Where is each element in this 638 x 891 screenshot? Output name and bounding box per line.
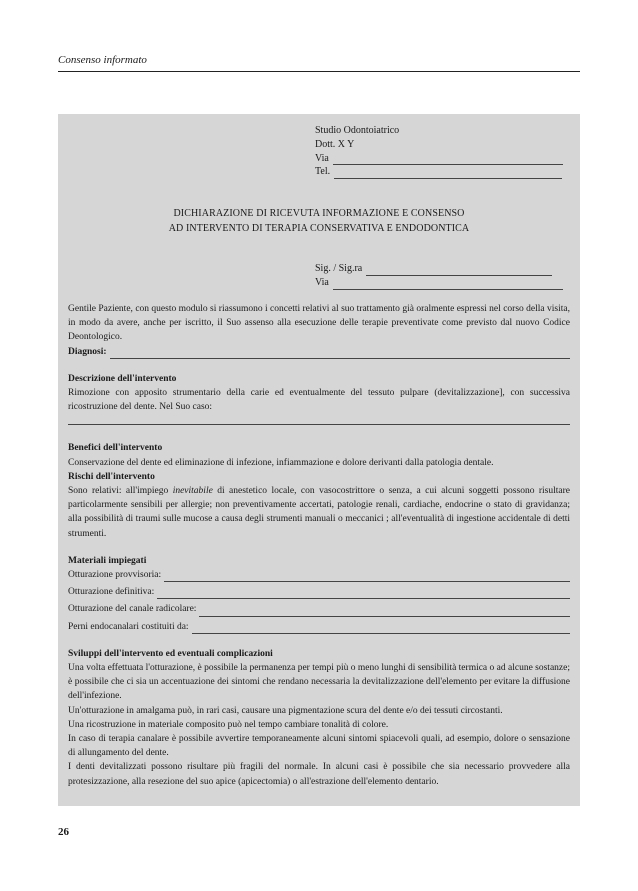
materials-heading: Materiali impiegati: [68, 555, 147, 566]
risks-heading: Rischi dell'intervento: [68, 471, 155, 482]
patient-name-label: Sig. / Sig.ra: [315, 263, 363, 274]
running-header: Consenso informato: [58, 54, 147, 66]
patient-via-row: [315, 276, 563, 290]
complications-paragraph: I denti devitalizzati possono risultare più fragili del normale. In alcuni casi è possibile che sia necessario provvedere alla protesizzazione, alla resezione del suo apice (apicectomia) o all'estrazione dell'elemento dentario.: [68, 762, 570, 787]
benefits-heading: Benefici dell'intervento: [68, 443, 163, 454]
patient-name-field[interactable]: [366, 267, 552, 276]
studio-via-label: Via: [315, 152, 329, 164]
complications-paragraph: Una volta effettuata l'otturazione, è possibile la permanenza per tempi più o meno lunghi di sensibilità termica o ad alcune sostanze; è possibile che ci sia un accentuazione dei sintomi che rendano necessaria la devitalizzazione dell'elemento per evitare la diffusione dell'infezione.: [68, 663, 570, 702]
studio-info: [315, 124, 563, 179]
material-field-definitive[interactable]: [157, 590, 570, 599]
declaration-line-2: AD INTERVENTO DI TERAPIA CONSERVATIVA E ENDODONTICA: [168, 223, 470, 234]
studio-doctor: Dott. X Y: [315, 138, 355, 150]
declaration-line-1: DICHIARAZIONE DI RICEVUTA INFORMAZIONE E CONSENSO: [173, 208, 465, 219]
diagnosis-label: Diagnosi:: [68, 346, 107, 357]
description-text: Rimozione con apposito strumentario della carie ed eventualmente del tessuto pulpare (devitalizzazione], con successiva ricostruzione del dente. Nel Suo caso:: [68, 388, 570, 413]
risks-text-start: Sono relativi: all'impiego: [68, 486, 173, 497]
patient-name-row: [315, 262, 563, 276]
consent-form-panel: [58, 114, 580, 806]
complications-paragraph: Una ricostruzione in materiale composito può nel tempo cambiare tonalità di colore.: [68, 719, 389, 730]
benefits-text: Conservazione del dente ed eliminazione di infezione, infiammazione e dolore derivanti dalla patologia dentale.: [68, 457, 494, 468]
description-field[interactable]: [68, 416, 570, 425]
studio-tel-row: [315, 165, 563, 179]
material-row: [68, 568, 570, 582]
material-label: Otturazione definitiva:: [68, 587, 155, 598]
description-heading: Descrizione dell'intervento: [68, 373, 177, 384]
studio-name-row: [315, 124, 563, 138]
complications-paragraph: In caso di terapia canalare è possibile avvertire temporaneamente alcuni sintomi spiacevoli quali, ad esempio, dolore o sensazione di allungamento del dente.: [68, 734, 570, 759]
complications-heading: Sviluppi dell'intervento ed eventuali complicazioni: [68, 648, 273, 659]
material-field-posts[interactable]: [192, 625, 570, 634]
risks-text-italic: inevitabile: [172, 486, 213, 497]
diagnosis-field[interactable]: [110, 350, 570, 359]
complications-paragraph: Un'otturazione in amalgama può, in rari casi, causare una pigmentazione scura del dente e/o dei tessuti circostanti.: [68, 705, 503, 716]
diagnosis-row: [68, 345, 570, 359]
declaration-title: [58, 206, 580, 236]
form-body: [68, 302, 570, 789]
studio-via-row: [315, 152, 563, 166]
material-row: [68, 585, 570, 599]
risks-text: [68, 484, 570, 541]
header-rule: [58, 71, 580, 72]
material-label: Otturazione provvisoria:: [68, 570, 162, 581]
risks-text-end: di anestetico locale, con vasocostrittore o senza, a cui alcuni soggetti possono risultare particolarmente sensibili per allergie; non preventivamente accertati, patologie renali, cardiache, endocrine o stato di gravidanza; alla possibilità di traumi sulle mucose a causa degli strumenti manuali o meccanici ; all'eventualità di ingestione accidentale di detti strumenti.: [68, 486, 570, 539]
studio-via-field[interactable]: [333, 156, 563, 165]
material-row: [68, 620, 570, 634]
material-label: Perni endocanalari costituiti da:: [68, 621, 189, 632]
patient-info: [315, 262, 563, 290]
page-number: 26: [58, 826, 69, 838]
material-label: Otturazione del canale radicolare:: [68, 604, 197, 615]
studio-tel-field[interactable]: [334, 170, 562, 179]
intro-paragraph: Gentile Paziente, con questo modulo si riassumono i concetti relativi al suo trattamento già oralmente espressi nel corso della visita, in modo da avere, anche per iscritto, il Suo assenso alla esecuzione delle terapie preventivate come previsto dal nuovo Codice Deontologico.: [68, 304, 570, 343]
patient-via-label: Via: [315, 276, 329, 288]
studio-doctor-row: [315, 138, 563, 152]
patient-via-field[interactable]: [333, 281, 563, 290]
material-field-provisional[interactable]: [164, 573, 570, 582]
studio-name: Studio Odontoiatrico: [315, 125, 400, 136]
material-field-root-canal[interactable]: [199, 608, 570, 617]
studio-tel-label: Tel.: [315, 166, 331, 178]
material-row: [68, 602, 570, 616]
